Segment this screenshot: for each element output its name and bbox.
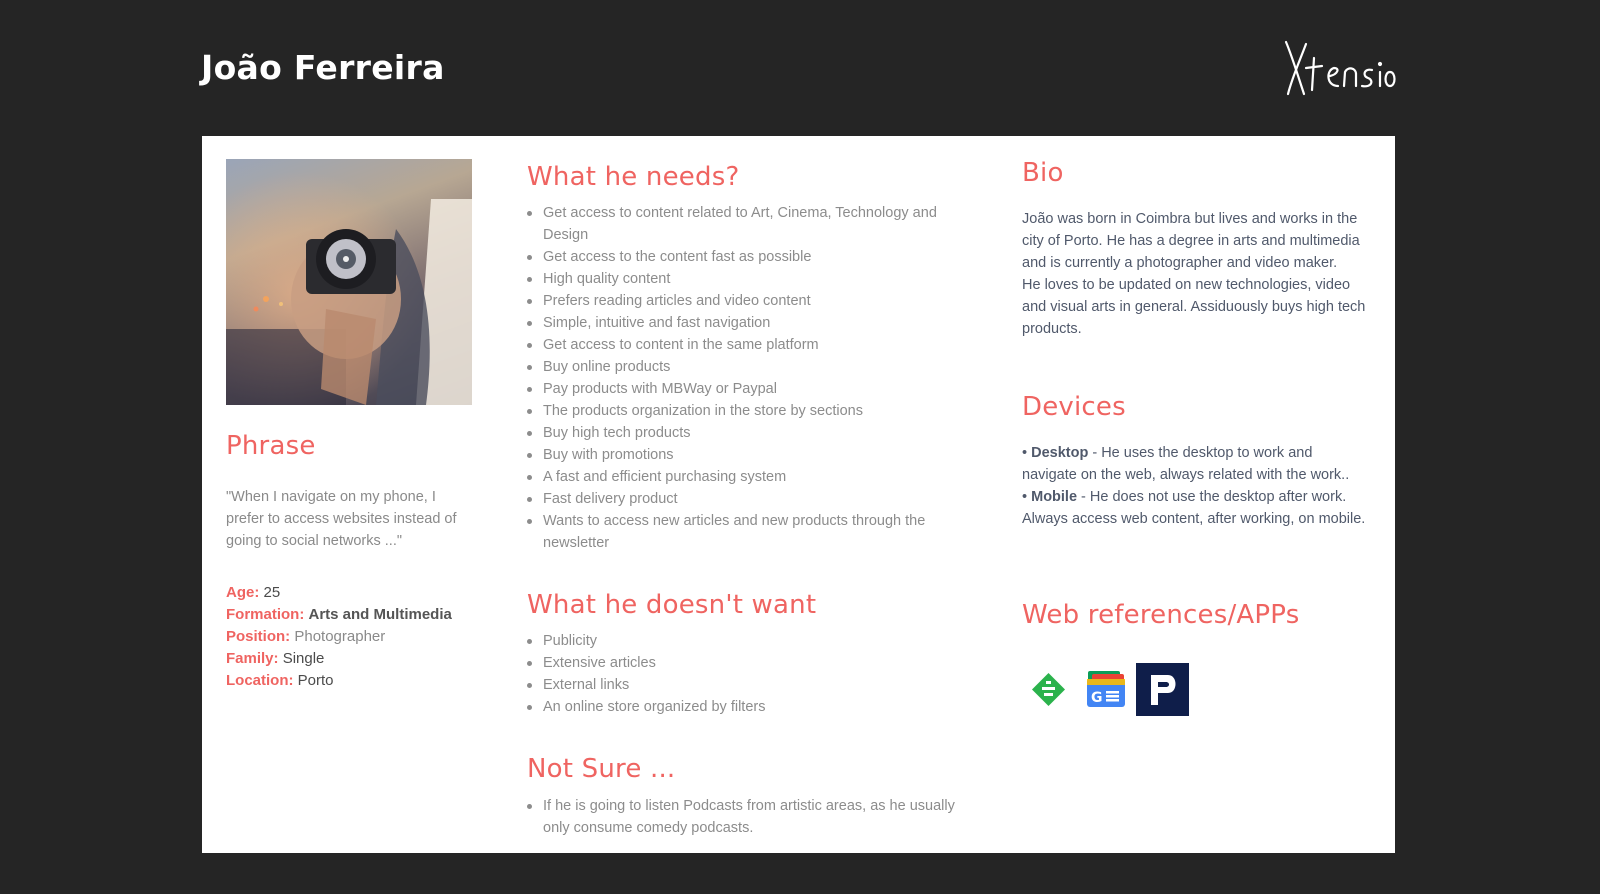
devices-title: Devices — [1022, 392, 1126, 422]
google-news-icon[interactable] — [1079, 663, 1132, 716]
list-item: If he is going to listen Podcasts from artistic areas, as he usually only consume comedy podcasts. — [527, 795, 982, 839]
photographer-image — [226, 159, 472, 405]
list-item: Get access to content related to Art, Cinema, Technology and Design — [527, 202, 982, 246]
persona-photo — [226, 159, 472, 405]
not-sure-title: Not Sure ... — [527, 754, 676, 784]
xtensio-logo[interactable] — [1282, 36, 1398, 100]
persona-name: João Ferreira — [201, 48, 445, 87]
list-item: Get access to content in the same platform — [527, 334, 982, 356]
list-item: Buy with promotions — [527, 444, 982, 466]
list-item: Buy high tech products — [527, 422, 982, 444]
devices-list — [1022, 442, 1367, 530]
list-item: High quality content — [527, 268, 982, 290]
list-item: Prefers reading articles and video content — [527, 290, 982, 312]
attribute-location: Location: Porto — [226, 672, 334, 689]
attribute-age: Age: 25 — [226, 584, 281, 601]
list-item: Simple, intuitive and fast navigation — [527, 312, 982, 334]
list-item: Fast delivery product — [527, 488, 982, 510]
list-item: Get access to the content fast as possible — [527, 246, 982, 268]
list-item: External links — [527, 674, 982, 696]
device-mobile: • Mobile - He does not use the desktop after work. Always access web content, after working, on mobile. — [1022, 489, 1366, 527]
attribute-family: Family: Single — [226, 650, 325, 667]
needs-title: What he needs? — [527, 162, 740, 192]
list-item: Wants to access new articles and new products through the newsletter — [527, 510, 982, 554]
bio-paragraph: He loves to be updated on new technologies, video and visual arts in general. Assiduously buys high tech products. — [1022, 277, 1366, 337]
device-desktop: • Desktop - He uses the desktop to work and navigate on the web, always related with the work.. — [1022, 445, 1350, 483]
app-icons — [1022, 663, 1189, 716]
needs-list — [527, 202, 982, 554]
list-item: Pay products with MBWay or Paypal — [527, 378, 982, 400]
persona-attributes — [226, 582, 476, 692]
list-item: An online store organized by filters — [527, 696, 982, 718]
bio-title: Bio — [1022, 158, 1064, 188]
attribute-position: Position: Photographer — [226, 628, 386, 645]
phrase-title: Phrase — [226, 431, 316, 461]
doesnt-want-list — [527, 630, 982, 718]
list-item: A fast and efficient purchasing system — [527, 466, 982, 488]
persona-card — [202, 136, 1395, 853]
list-item: Publicity — [527, 630, 982, 652]
pocket-like-p-icon[interactable] — [1136, 663, 1189, 716]
svg-text:G: G — [1091, 690, 1103, 706]
web-references-title: Web references/APPs — [1022, 600, 1300, 630]
doesnt-want-title: What he doesn't want — [527, 590, 817, 620]
attribute-formation: Formation: Arts and Multimedia — [226, 606, 452, 623]
list-item: The products organization in the store by sections — [527, 400, 982, 422]
bio-text — [1022, 208, 1367, 340]
not-sure-list — [527, 795, 982, 839]
persona-quote: "When I navigate on my phone, I prefer to access websites instead of going to social networks ..." — [226, 489, 457, 549]
list-item: Buy online products — [527, 356, 982, 378]
feedly-icon[interactable] — [1022, 663, 1075, 716]
bio-paragraph: João was born in Coimbra but lives and works in the city of Porto. He has a degree in arts and multimedia and is currently a photographer and video maker. — [1022, 211, 1360, 271]
list-item: Extensive articles — [527, 652, 982, 674]
